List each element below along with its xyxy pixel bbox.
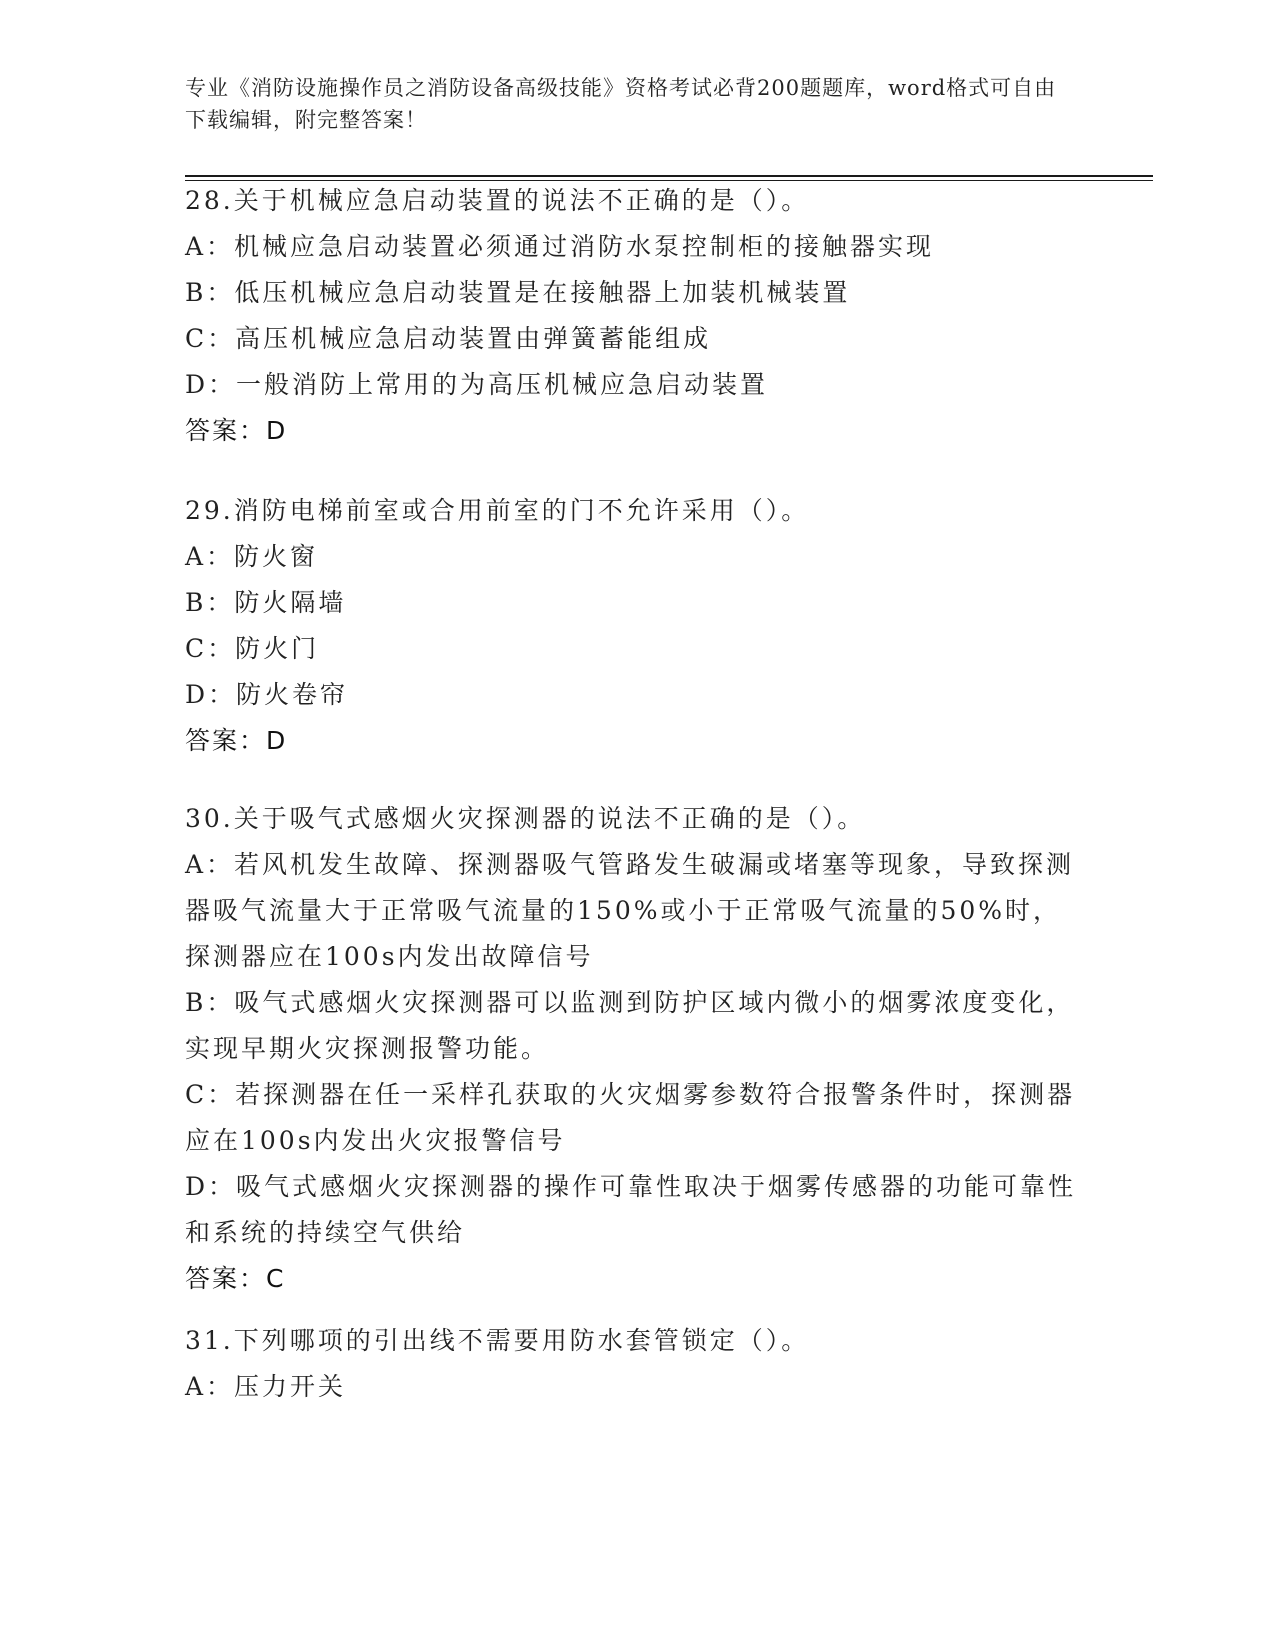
question-stem: 30.关于吸气式感烟火灾探测器的说法不正确的是（）。 — [185, 804, 866, 833]
option-d: D：吸气式感烟火灾探测器的操作可靠性取决于烟雾传感器的功能可靠性和系统的持续空气供给 — [185, 1172, 1077, 1247]
option-b: B：低压机械应急启动装置是在接触器上加装机械装置 — [185, 278, 851, 307]
option-b: B：吸气式感烟火灾探测器可以监测到防护区域内微小的烟雾浓度变化，实现早期火灾探测报警功能。 — [185, 988, 1075, 1063]
option-d: D：一般消防上常用的为高压机械应急启动装置 — [185, 370, 769, 399]
question-stem: 31.下列哪项的引出线不需要用防水套管锁定（）。 — [185, 1326, 810, 1355]
option-a: A：防火窗 — [185, 542, 319, 571]
answer-label: 答案：D — [185, 416, 288, 445]
option-a: A：压力开关 — [185, 1372, 347, 1401]
question-31 — [185, 1318, 1085, 1410]
option-d: D：防火卷帘 — [185, 680, 349, 709]
question-28 — [185, 178, 1085, 454]
question-stem: 28.关于机械应急启动装置的说法不正确的是（）。 — [185, 186, 810, 215]
question-30 — [185, 796, 1085, 1302]
option-a: A：机械应急启动装置必须通过消防水泵控制柜的接触器实现 — [185, 232, 935, 261]
question-stem: 29.消防电梯前室或合用前室的门不允许采用（）。 — [185, 496, 810, 525]
option-b: B：防火隔墙 — [185, 588, 347, 617]
question-29 — [185, 488, 1085, 764]
document-header: 专业《消防设施操作员之消防设备高级技能》资格考试必背200题题库，word格式可自由下载编辑，附完整答案！ — [185, 76, 1057, 132]
header-rule-thick — [185, 175, 1153, 177]
option-c: C：防火门 — [185, 634, 320, 663]
option-a: A：若风机发生故障、探测器吸气管路发生破漏或堵塞等现象，导致探测器吸气流量大于正常吸气流量的150%或小于正常吸气流量的50%时，探测器应在100s内发出故障信号 — [185, 850, 1075, 971]
option-c: C：高压机械应急启动装置由弹簧蓄能组成 — [185, 324, 712, 353]
answer-label: 答案：D — [185, 726, 288, 755]
option-c: C：若探测器在任一采样孔获取的火灾烟雾参数符合报警条件时，探测器应在100s内发出火灾报警信号 — [185, 1080, 1076, 1155]
answer-label: 答案：C — [185, 1264, 286, 1293]
